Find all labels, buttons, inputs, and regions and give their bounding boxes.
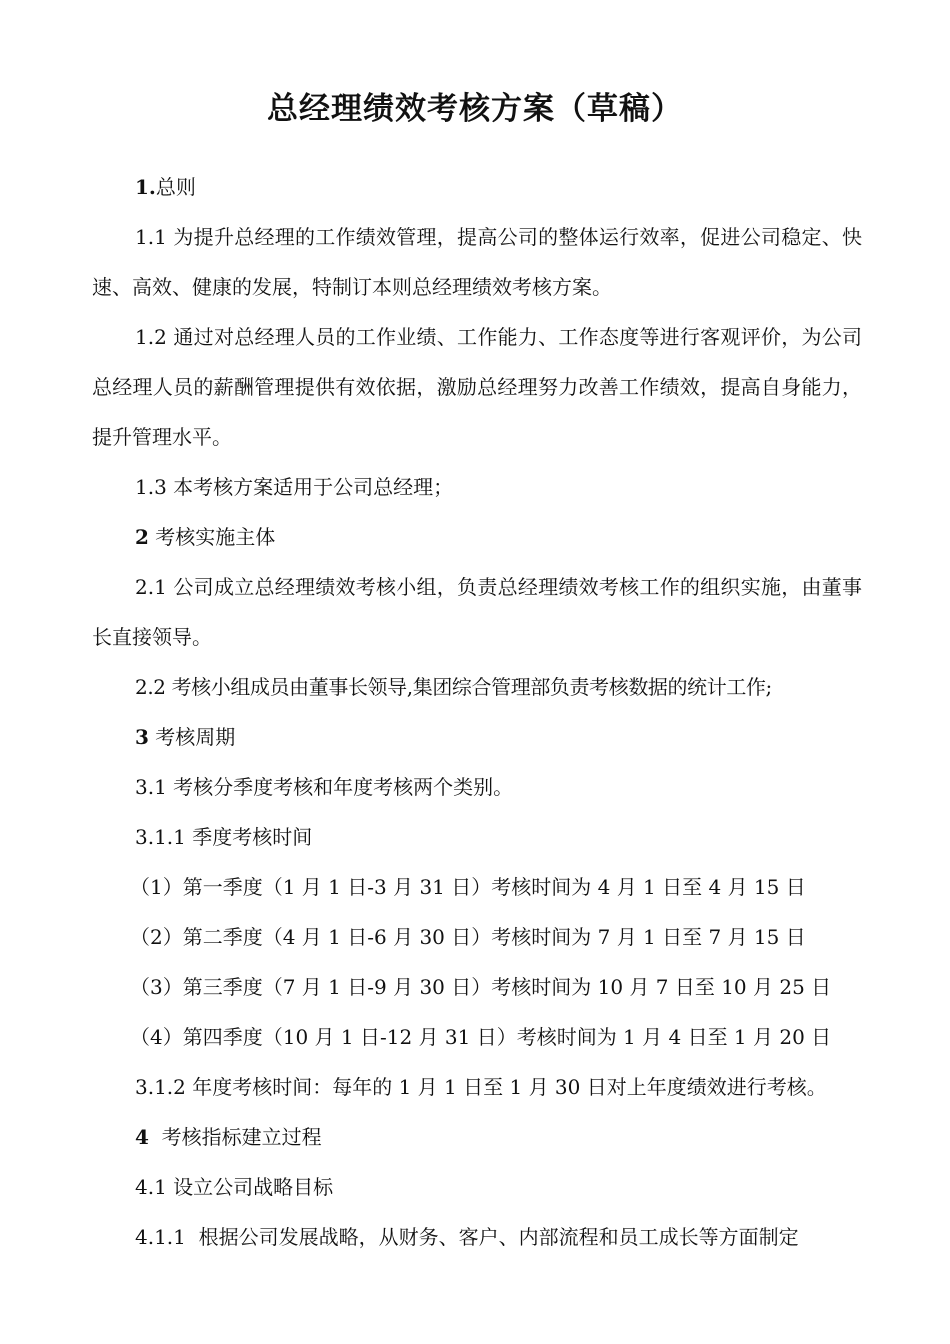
paragraph-4-1-1: 4.1.1 根据公司发展战略，从财务、客户、内部流程和员工成长等方面制定 <box>135 1225 799 1249</box>
paragraph-2-1: 2.1 公司成立总经理绩效考核小组，负责总经理绩效考核工作的组织实施，由董事长直接领导。 <box>92 575 862 649</box>
quarter-item: （1）第一季度（1 月 1 日-3 月 31 日）考核时间为 4 月 1 日至 4 月 15 日 <box>130 875 806 899</box>
section-number: 4 <box>135 1125 149 1149</box>
paragraph-1-2: 1.2 通过对总经理人员的工作业绩、工作能力、工作态度等进行客观评价，为公司总经理人员的薪酬管理提供有效依据，激励总经理努力改善工作绩效，提高自身能力，提升管理水平。 <box>92 325 862 449</box>
document-title: 总经理绩效考核方案（草稿） <box>267 91 683 127</box>
paragraph-1-1: 1.1 为提升总经理的工作绩效管理，提高公司的整体运行效率，促进公司稳定、快速、高效、健康的发展，特制订本则总经理绩效考核方案。 <box>92 225 862 299</box>
section-title: 考核实施主体 <box>148 525 276 549</box>
quarter-item: （4）第四季度（10 月 1 日-12 月 31 日）考核时间为 1 月 4 日至 1 月 20 日 <box>130 1025 832 1049</box>
paragraph-1-3: 1.3 本考核方案适用于公司总经理； <box>135 475 454 499</box>
paragraph-3-1-1: 3.1.1 季度考核时间 <box>135 825 313 849</box>
section-heading-1 <box>92 162 862 212</box>
section-number: 2 <box>135 525 149 549</box>
section-heading-2 <box>92 512 862 562</box>
paragraph-3-1: 3.1 考核分季度考核和年度考核两个类别。 <box>135 775 514 799</box>
document-body <box>92 162 862 1262</box>
quarter-item: （3）第三季度（7 月 1 日-9 月 30 日）考核时间为 10 月 7 日至 10 月 25 日 <box>130 975 832 999</box>
section-heading-3 <box>92 712 862 762</box>
section-title: 考核指标建立过程 <box>148 1125 322 1149</box>
section-title: 总则 <box>155 175 196 199</box>
paragraph-2-2: 2.2 考核小组成员由董事长领导,集团综合管理部负责考核数据的统计工作; <box>135 675 772 699</box>
paragraph-4-1: 4.1 设立公司战略目标 <box>135 1175 334 1199</box>
section-heading-4 <box>92 1112 862 1162</box>
quarter-item: （2）第二季度（4 月 1 日-6 月 30 日）考核时间为 7 月 1 日至 7 月 15 日 <box>130 925 806 949</box>
paragraph-3-1-2: 3.1.2 年度考核时间：每年的 1 月 1 日至 1 月 30 日对上年度绩效进行考核。 <box>135 1075 827 1099</box>
section-title: 考核周期 <box>148 725 236 749</box>
section-number: 1. <box>135 175 156 199</box>
section-number: 3 <box>135 725 149 749</box>
